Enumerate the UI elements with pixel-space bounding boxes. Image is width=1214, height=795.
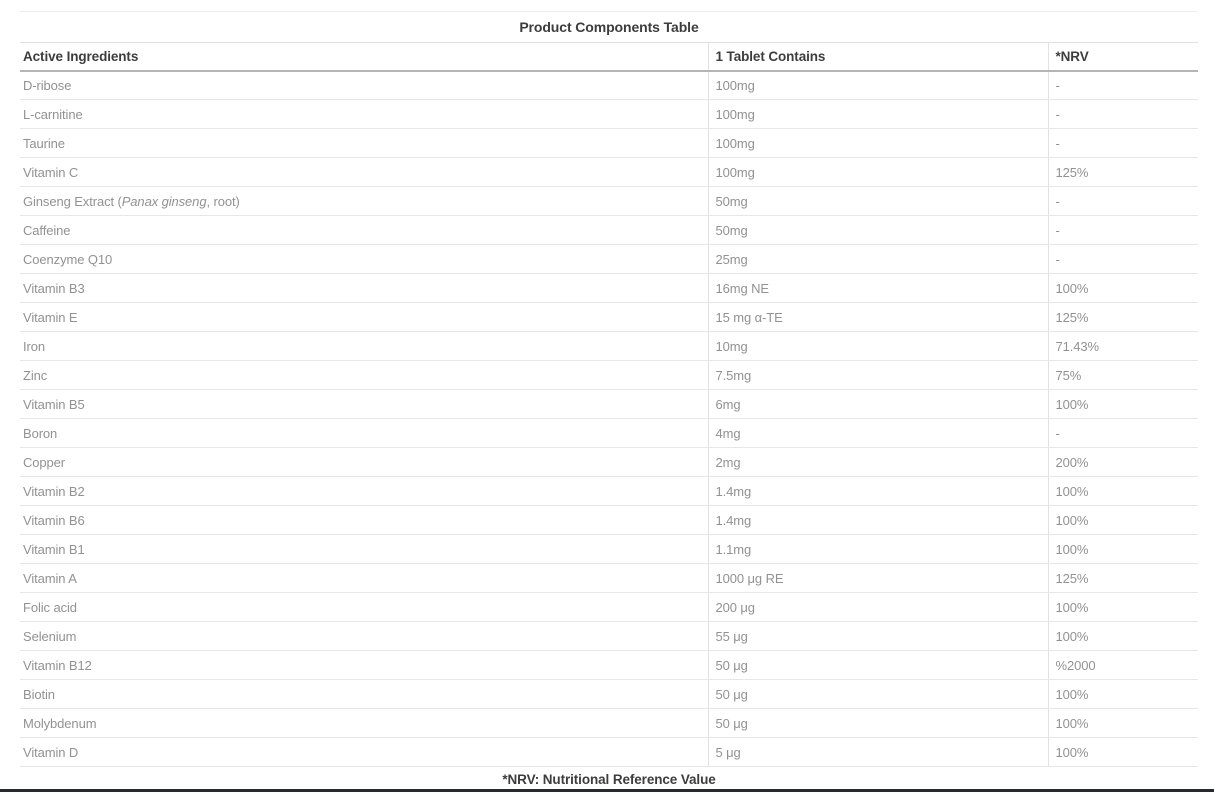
ingredient-cell: Vitamin B1 <box>20 535 708 564</box>
nrv-cell: 100% <box>1048 622 1198 651</box>
amount-cell: 100mg <box>708 158 1048 187</box>
table-row <box>20 245 1198 274</box>
table-row <box>20 506 1198 535</box>
amount-cell: 50 μg <box>708 709 1048 738</box>
amount-cell: 1000 μg RE <box>708 564 1048 593</box>
table-row <box>20 274 1198 303</box>
table-row <box>20 187 1198 216</box>
table-row <box>20 303 1198 332</box>
ingredient-cell: Coenzyme Q10 <box>20 245 708 274</box>
ingredient-cell: Folic acid <box>20 593 708 622</box>
ingredient-cell: Taurine <box>20 129 708 158</box>
table-row <box>20 100 1198 129</box>
amount-cell: 100mg <box>708 71 1048 100</box>
amount-cell: 25mg <box>708 245 1048 274</box>
nrv-cell: 75% <box>1048 361 1198 390</box>
nrv-cell: 100% <box>1048 390 1198 419</box>
amount-cell: 50mg <box>708 187 1048 216</box>
nrv-footnote: *NRV: Nutritional Reference Value <box>502 772 716 787</box>
ingredient-cell: Copper <box>20 448 708 477</box>
ingredient-cell: Ginseng Extract (Panax ginseng, root) <box>20 187 708 216</box>
nrv-cell: 125% <box>1048 303 1198 332</box>
ingredient-cell: Biotin <box>20 680 708 709</box>
ingredient-cell: D-ribose <box>20 71 708 100</box>
nrv-cell: 100% <box>1048 738 1198 767</box>
table-row <box>20 738 1198 767</box>
nrv-cell: - <box>1048 71 1198 100</box>
nrv-cell: 100% <box>1048 477 1198 506</box>
nrv-cell: %2000 <box>1048 651 1198 680</box>
table-header-row <box>20 43 1198 71</box>
nrv-cell: - <box>1048 100 1198 129</box>
nrv-cell: 100% <box>1048 535 1198 564</box>
amount-cell: 10mg <box>708 332 1048 361</box>
amount-cell: 100mg <box>708 100 1048 129</box>
product-components-section <box>20 11 1198 791</box>
table-row <box>20 71 1198 100</box>
amount-cell: 1.1mg <box>708 535 1048 564</box>
table-row <box>20 448 1198 477</box>
nrv-cell: - <box>1048 419 1198 448</box>
nrv-cell: - <box>1048 187 1198 216</box>
ingredient-cell: Caffeine <box>20 216 708 245</box>
ingredient-cell: Vitamin B3 <box>20 274 708 303</box>
column-header-nrv: *NRV <box>1048 43 1198 71</box>
ingredient-cell: Vitamin B2 <box>20 477 708 506</box>
nrv-cell: - <box>1048 245 1198 274</box>
table-row <box>20 390 1198 419</box>
bottom-divider-bar <box>0 789 1214 792</box>
amount-cell: 1.4mg <box>708 477 1048 506</box>
ingredient-cell: Vitamin C <box>20 158 708 187</box>
nrv-cell: - <box>1048 129 1198 158</box>
column-header-active-ingredients: Active Ingredients <box>20 43 708 71</box>
ingredient-cell: Vitamin E <box>20 303 708 332</box>
nrv-cell: 100% <box>1048 680 1198 709</box>
table-row <box>20 622 1198 651</box>
amount-cell: 100mg <box>708 129 1048 158</box>
nrv-cell: 100% <box>1048 593 1198 622</box>
amount-cell: 6mg <box>708 390 1048 419</box>
table-title: Product Components Table <box>20 11 1198 42</box>
table-row <box>20 535 1198 564</box>
table-row <box>20 129 1198 158</box>
table-row <box>20 477 1198 506</box>
nrv-cell: 100% <box>1048 709 1198 738</box>
components-table <box>20 42 1198 767</box>
ingredient-cell: Boron <box>20 419 708 448</box>
nrv-cell: 125% <box>1048 564 1198 593</box>
ingredient-cell: Iron <box>20 332 708 361</box>
amount-cell: 50 μg <box>708 680 1048 709</box>
nrv-cell: 100% <box>1048 506 1198 535</box>
table-row <box>20 564 1198 593</box>
amount-cell: 5 μg <box>708 738 1048 767</box>
table-body <box>20 71 1198 767</box>
nrv-cell: - <box>1048 216 1198 245</box>
table-row <box>20 651 1198 680</box>
ingredient-cell: Vitamin A <box>20 564 708 593</box>
amount-cell: 200 μg <box>708 593 1048 622</box>
nrv-cell: 125% <box>1048 158 1198 187</box>
table-row <box>20 593 1198 622</box>
amount-cell: 1.4mg <box>708 506 1048 535</box>
table-row <box>20 419 1198 448</box>
amount-cell: 50 μg <box>708 651 1048 680</box>
amount-cell: 7.5mg <box>708 361 1048 390</box>
column-header-tablet-contains: 1 Tablet Contains <box>708 43 1048 71</box>
amount-cell: 15 mg α-TE <box>708 303 1048 332</box>
amount-cell: 2mg <box>708 448 1048 477</box>
table-row <box>20 680 1198 709</box>
table-row <box>20 361 1198 390</box>
table-row <box>20 158 1198 187</box>
ingredient-cell: Zinc <box>20 361 708 390</box>
amount-cell: 4mg <box>708 419 1048 448</box>
ingredient-cell: Vitamin B12 <box>20 651 708 680</box>
ingredient-cell: Vitamin D <box>20 738 708 767</box>
ingredient-cell: L-carnitine <box>20 100 708 129</box>
ingredient-cell: Vitamin B6 <box>20 506 708 535</box>
nrv-cell: 71.43% <box>1048 332 1198 361</box>
amount-cell: 50mg <box>708 216 1048 245</box>
amount-cell: 55 μg <box>708 622 1048 651</box>
nrv-cell: 100% <box>1048 274 1198 303</box>
amount-cell: 16mg NE <box>708 274 1048 303</box>
ingredient-cell: Molybdenum <box>20 709 708 738</box>
ingredient-cell: Selenium <box>20 622 708 651</box>
nrv-cell: 200% <box>1048 448 1198 477</box>
table-row <box>20 709 1198 738</box>
ingredient-cell: Vitamin B5 <box>20 390 708 419</box>
table-row <box>20 332 1198 361</box>
table-row <box>20 216 1198 245</box>
